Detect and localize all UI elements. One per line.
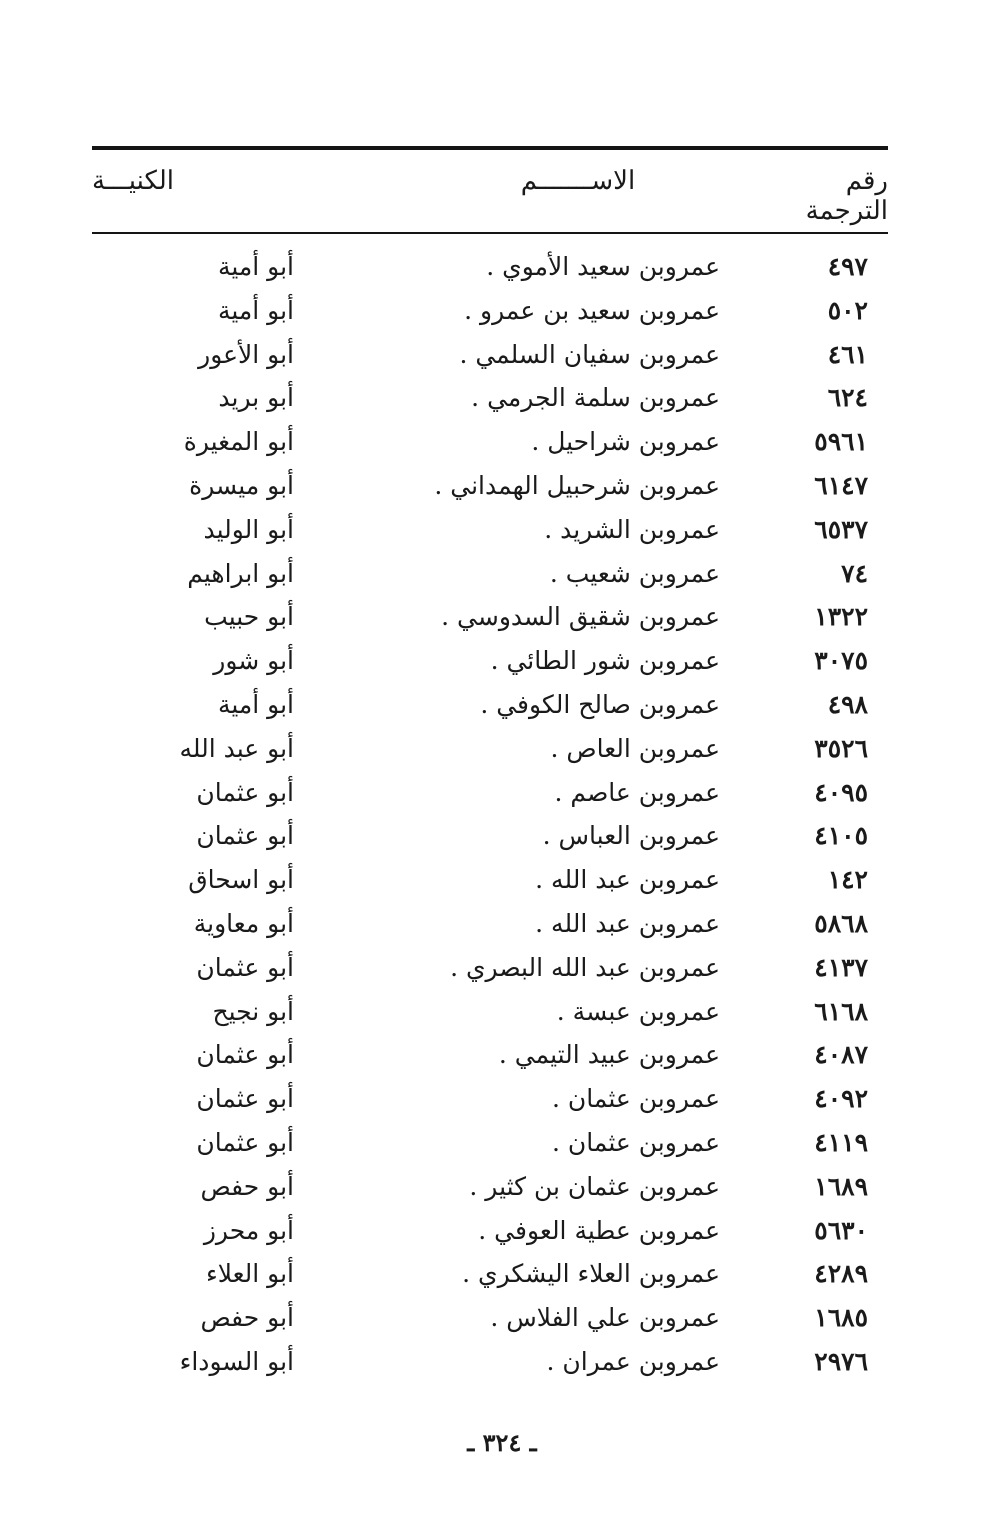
entry-number: ٦١٤٧	[814, 470, 868, 500]
entry-kunya: أبو اسحاق	[188, 865, 294, 895]
entry-kunya: أبو حبيب	[204, 602, 294, 632]
entry-name: عمروبن شعيب .	[549, 558, 720, 588]
entry-kunya: أبو ميسرة	[189, 470, 294, 500]
entry-kunya: أبو العلاء	[205, 1259, 294, 1289]
top-rule	[92, 146, 888, 150]
table-row	[92, 1168, 888, 1212]
entry-name: عمروبن سفيان السلمي .	[459, 339, 720, 369]
table-row	[92, 949, 888, 993]
entry-number: ٤٩٨	[827, 689, 868, 719]
table-header	[92, 160, 888, 226]
table-row	[92, 555, 888, 599]
entry-name: عمروبن العباس .	[542, 821, 720, 851]
entry-name: عمروبن عبيد التيمي .	[498, 1040, 720, 1070]
entry-number: ٥٠٢	[827, 295, 868, 325]
entry-kunya: أبو شور	[213, 646, 294, 676]
entry-kunya: أبو عثمان	[196, 821, 294, 851]
table-row	[92, 423, 888, 467]
entry-number: ٦٢٤	[827, 383, 868, 413]
table-row	[92, 1212, 888, 1256]
entry-name: عمروبن عبد الله البصري .	[450, 952, 720, 982]
table-row	[92, 686, 888, 730]
entry-number: ٤١٠٥	[814, 821, 868, 851]
entry-number: ١٣٢٢	[814, 602, 868, 632]
table-row	[92, 379, 888, 423]
entry-number: ٣٥٢٦	[814, 733, 868, 763]
entry-name: عمروبن العاص .	[550, 733, 720, 763]
table-row	[92, 467, 888, 511]
entry-number: ١٦٨٩	[814, 1171, 868, 1201]
entry-kunya: أبو الوليد	[203, 514, 294, 544]
entry-name: عمروبن الشريد .	[544, 514, 720, 544]
entry-name: عمروبن شقيق السدوسي .	[441, 602, 720, 632]
table-row	[92, 774, 888, 818]
entry-kunya: أبو المغيرة	[183, 427, 294, 457]
entry-name: عمروبن عثمان بن كثير .	[469, 1171, 720, 1201]
table-row	[92, 1299, 888, 1343]
entry-number: ٥٦٣٠	[814, 1215, 868, 1245]
entry-number: ١٤٢	[827, 865, 868, 895]
entry-name: عمروبن العلاء اليشكري .	[462, 1259, 720, 1289]
entry-name: عمروبن عمران .	[546, 1346, 720, 1376]
table-row	[92, 642, 888, 686]
table-row	[92, 905, 888, 949]
header-num: رقم الترجمة	[805, 166, 888, 226]
entry-name: عمروبن عبد الله .	[535, 865, 720, 895]
table-row	[92, 336, 888, 380]
header-kunya: الكنيـــة	[92, 166, 174, 196]
table-row	[92, 861, 888, 905]
entry-name: عمروبن عبسة .	[556, 996, 720, 1026]
entry-name: عمروبن سعيد بن عمرو .	[464, 295, 720, 325]
entry-name: عمروبن شور الطائي .	[490, 646, 720, 676]
entry-number: ٤٠٩٢	[814, 1084, 868, 1114]
entry-number: ٦١٦٨	[814, 996, 868, 1026]
entry-name: عمروبن عبد الله .	[535, 908, 720, 938]
entry-kunya: أبو حفص	[200, 1303, 294, 1333]
entry-name: عمروبن عاصم .	[554, 777, 720, 807]
table-row	[92, 1080, 888, 1124]
entry-number: ٤١١٩	[814, 1127, 868, 1157]
entry-name: عمروبن علي الفلاس .	[490, 1303, 720, 1333]
entry-number: ٢٩٧٦	[814, 1346, 868, 1376]
entry-kunya: أبو عثمان	[196, 1040, 294, 1070]
entry-kunya: أبو أمية	[217, 252, 294, 281]
table-row	[92, 248, 888, 292]
table-row	[92, 598, 888, 642]
entry-number: ٤٠٨٧	[814, 1040, 868, 1070]
table-row	[92, 993, 888, 1037]
entry-name: عمروبن عطية العوفي .	[478, 1215, 720, 1245]
table-row	[92, 1255, 888, 1299]
entry-number: ٥٨٦٨	[814, 908, 868, 938]
entry-number: ١٦٨٥	[814, 1303, 868, 1333]
entry-name: عمروبن عثمان .	[552, 1127, 720, 1157]
entry-number: ٥٩٦١	[814, 427, 868, 457]
entry-kunya: أبو معاوية	[193, 908, 294, 938]
entry-name: عمروبن سعيد الأموي .	[486, 252, 720, 281]
page-number: ـ ٣٢٤ ـ	[467, 1428, 537, 1457]
entry-number: ٦٥٣٧	[814, 514, 868, 544]
entry-number: ٤٠٩٥	[814, 777, 868, 807]
entry-name: عمروبن شراحيل .	[531, 427, 720, 457]
table-row	[92, 817, 888, 861]
entry-number: ٤٢٨٩	[814, 1259, 868, 1289]
entry-number: ٤١٣٧	[814, 952, 868, 982]
entry-name: عمروبن صالح الكوفي .	[480, 689, 720, 719]
entry-kunya: أبو عثمان	[196, 777, 294, 807]
entry-kunya: أبو محرز	[203, 1215, 294, 1245]
table-row	[92, 730, 888, 774]
table-row	[92, 1036, 888, 1080]
entry-name: عمروبن عثمان .	[552, 1084, 720, 1114]
header-name: الاســـــــم	[520, 166, 636, 196]
entry-kunya: أبو عثمان	[196, 952, 294, 982]
header-rule	[92, 232, 888, 234]
entry-kunya: أبو عبد الله	[179, 733, 294, 763]
entry-kunya: أبو أمية	[217, 689, 294, 719]
entry-kunya: أبو السوداء	[179, 1346, 294, 1376]
entries-table	[92, 248, 888, 1387]
entry-kunya: أبو حفص	[200, 1171, 294, 1201]
table-row	[92, 1343, 888, 1387]
entry-kunya: أبو الأعور	[198, 339, 294, 369]
entry-kunya: أبو بريد	[218, 383, 294, 413]
entry-kunya: أبو عثمان	[196, 1127, 294, 1157]
entry-kunya: أبو ابراهيم	[187, 558, 294, 588]
entry-number: ٣٠٧٥	[814, 646, 868, 676]
table-row	[92, 511, 888, 555]
entry-number: ٧٤	[841, 558, 868, 588]
table-row	[92, 1124, 888, 1168]
table-row	[92, 292, 888, 336]
entry-number: ٤٦١	[827, 339, 868, 369]
entry-name: عمروبن شرحبيل الهمداني .	[434, 470, 720, 500]
entry-number: ٤٩٧	[827, 252, 868, 281]
entry-kunya: أبو عثمان	[196, 1084, 294, 1114]
entry-kunya: أبو نجيح	[212, 996, 294, 1026]
entry-kunya: أبو أمية	[217, 295, 294, 325]
entry-name: عمروبن سلمة الجرمي .	[471, 383, 720, 413]
